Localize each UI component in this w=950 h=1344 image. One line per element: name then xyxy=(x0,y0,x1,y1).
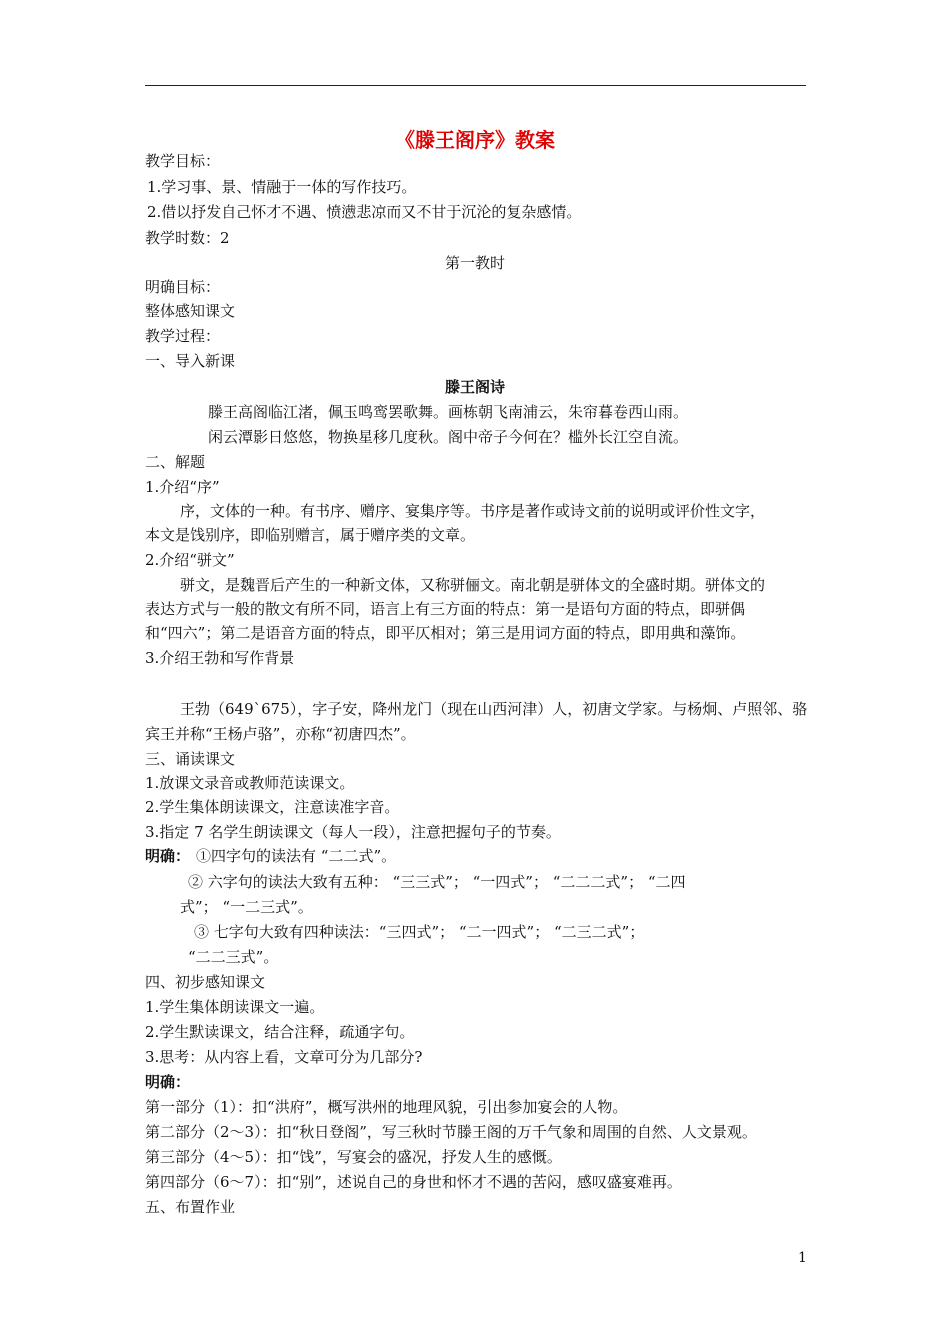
header-rule xyxy=(145,85,806,86)
rhythm-six-char-line-2: 式”； “一二三式”。 xyxy=(180,898,313,916)
heading-clear-goal: 明确目标： xyxy=(145,278,221,296)
structure-part-2: 第二部分（2～3）：扣“秋日登阁”，写三秋时节滕王阁的万千气象和周围的自然、人文景观。 xyxy=(145,1123,757,1141)
pianwen-paragraph-line-3: 和“四六”；第二是语音方面的特点，即平仄相对；第三是用词方面的特点，即用典和藻饰。 xyxy=(145,624,746,642)
page-number: 1 xyxy=(798,1250,807,1266)
step-5-heading: 五、布置作业 xyxy=(145,1198,236,1216)
rhythm-six-char-line-1: ② 六字句的读法大致有五种： “三三式”； “一四式”； “二二二式”； “二四 xyxy=(188,873,686,891)
clarify-label-1: 明确： xyxy=(145,847,191,865)
poem-line-2: 闲云潭影日悠悠，物换星移几度秋。阁中帝子今何在？槛外长江空自流。 xyxy=(208,428,689,446)
heading-process: 教学过程： xyxy=(145,327,221,345)
pianwen-paragraph-line-1: 骈文，是魏晋后产生的一种新文体，又称骈俪文。南北朝是骈体文的全盛时期。骈体文的 xyxy=(180,576,766,594)
class-hours: 教学时数：2 xyxy=(145,229,230,247)
pianwen-paragraph-line-2: 表达方式与一般的散文有所不同，语言上有三方面的特点：第一是语句方面的特点，即骈偶 xyxy=(145,600,746,618)
perceive-item-3: 3.思考：从内容上看，文章可分为几部分? xyxy=(145,1048,423,1066)
structure-part-3: 第三部分（4～5）：扣“饯”，写宴会的盛况，抒发人生的感慨。 xyxy=(145,1148,562,1166)
step-2-heading: 二、解题 xyxy=(145,453,206,471)
rhythm-four-char: ①四字句的读法有 “二二式”。 xyxy=(196,847,397,865)
poem-title: 滕王阁诗 xyxy=(444,378,505,396)
preface-paragraph-line-1: 序，文体的一种。有书序、赠序、宴集序等。书序是著作或诗文前的说明或评价性文字， xyxy=(180,502,766,520)
intro-pianwen-heading: 2.介绍“骈文” xyxy=(145,551,235,569)
preface-paragraph-line-2: 本文是饯别序，即临别赠言，属于赠序类的文章。 xyxy=(145,526,476,544)
reading-item-2: 2.学生集体朗读课文，注意读准字音。 xyxy=(145,798,400,816)
reading-item-1: 1.放课文录音或教师范读课文。 xyxy=(145,774,355,792)
rhythm-seven-char-line-1: ③ 七字句大致有四种读法：“三四式”； “二一四式”； “二三二式”； xyxy=(194,923,645,941)
document-title: 《滕王阁序》教案 xyxy=(395,128,555,152)
rhythm-seven-char-line-2: “二二三式”。 xyxy=(188,948,279,966)
clarify-label-2: 明确： xyxy=(145,1073,191,1091)
reading-item-3: 3.指定 7 名学生朗读课文（每人一段），注意把握句子的节奏。 xyxy=(145,823,561,841)
poem-line-1: 滕王高阁临江渚，佩玉鸣鸾罢歌舞。画栋朝飞南浦云，朱帘暮卷西山雨。 xyxy=(208,403,689,421)
wangbo-paragraph-line-2: 宾王并称“王杨卢骆”，亦称“初唐四杰”。 xyxy=(145,725,416,743)
perceive-item-2: 2.学生默读课文，结合注释，疏通字句。 xyxy=(145,1023,415,1041)
objective-2: 2.借以抒发自己怀才不遇、愤懑悲凉而又不甘于沉沦的复杂感情。 xyxy=(147,203,582,221)
structure-part-1: 第一部分（1）：扣“洪府”，概写洪州的地理风貌，引出参加宴会的人物。 xyxy=(145,1098,628,1116)
perceive-item-1: 1.学生集体朗读课文一遍。 xyxy=(145,998,325,1016)
section-first-period: 第一教时 xyxy=(444,254,505,272)
step-3-heading: 三、诵读课文 xyxy=(145,750,236,768)
heading-objectives: 教学目标： xyxy=(145,152,221,170)
step-1-heading: 一、导入新课 xyxy=(145,352,236,370)
goal-text: 整体感知课文 xyxy=(145,302,236,320)
objective-1: 1.学习事、景、情融于一体的写作技巧。 xyxy=(147,178,417,196)
structure-part-4: 第四部分（6～7）：扣“别”，述说自己的身世和怀才不遇的苦闷，感叹盛宴难再。 xyxy=(145,1173,682,1191)
step-4-heading: 四、初步感知课文 xyxy=(145,973,266,991)
wangbo-paragraph-line-1: 王勃（649`675），字子安，降州龙门（现在山西河津）人，初唐文学家。与杨炯、卢照邻、骆 xyxy=(180,700,808,718)
intro-preface-heading: 1.介绍“序” xyxy=(145,478,220,496)
intro-wangbo-heading: 3.介绍王勃和写作背景 xyxy=(145,649,295,667)
